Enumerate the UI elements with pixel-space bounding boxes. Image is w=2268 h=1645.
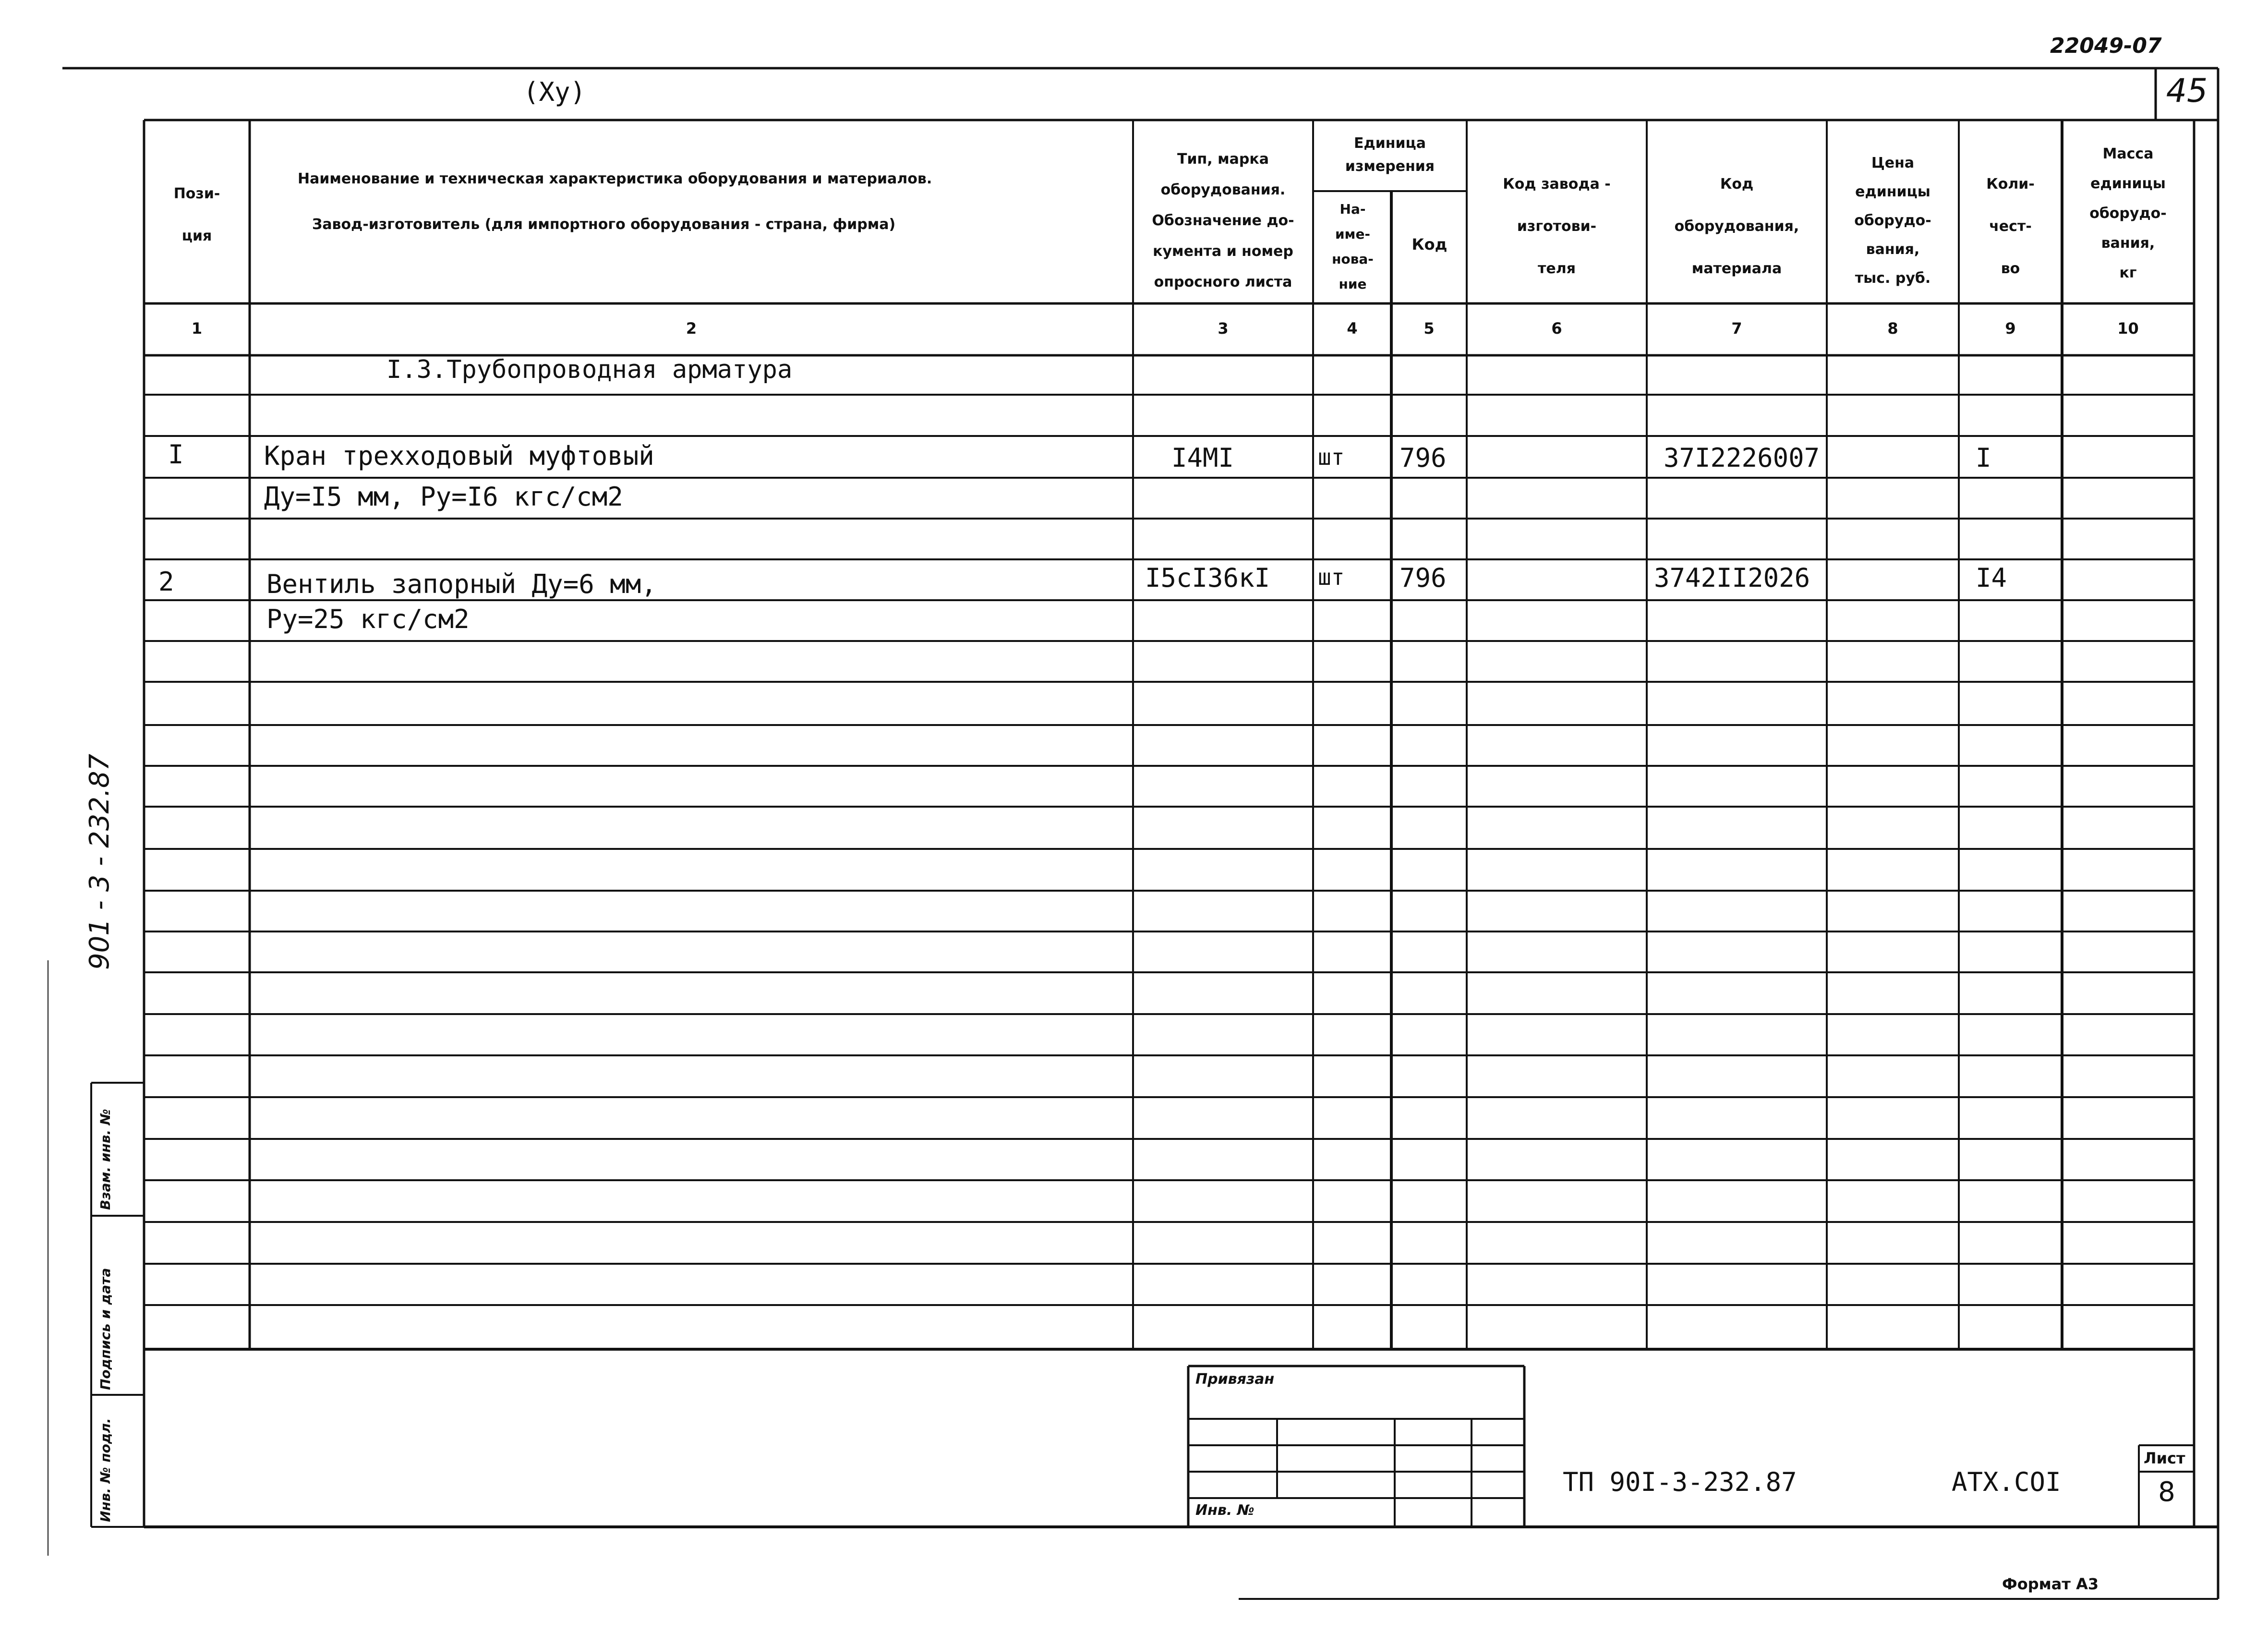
header-col5: Код [1411, 235, 1448, 254]
page-number: 45 [2166, 72, 2208, 110]
header-col4-l4: ние [1339, 276, 1367, 292]
stamp-doc-mark: АТХ.COI [1952, 1467, 2061, 1497]
header-col6-l3: теля [1538, 260, 1576, 277]
side-stamp-podpis: Подпись и дата [97, 1268, 113, 1390]
header-col3-l3: Обозначение до- [1152, 212, 1294, 229]
item1-name-line1: Кран трехходовый муфтовый [264, 441, 654, 471]
header-col10-l1: Масса [2102, 145, 2154, 162]
header-col8-l4: вания, [1866, 241, 1920, 258]
header-col6-l1: Код завода - [1503, 176, 1611, 193]
item1-unit-code: 796 [1399, 443, 1447, 473]
header-col9-l2: чест- [1989, 218, 2032, 235]
item1-unit: шт [1318, 444, 1345, 470]
header-col9-l3: во [2001, 260, 2020, 277]
header-col3-l1: Тип, марка [1177, 151, 1269, 168]
header-col10-l5: кг [2119, 265, 2137, 281]
header-col4 [1315, 197, 1390, 297]
item2-unit: шт [1318, 564, 1345, 590]
header-col6 [1469, 163, 1644, 290]
item1-material-code: 37I2226007 [1664, 443, 1820, 473]
item2-name-line1: Вентиль запорный Ду=6 мм, [266, 569, 657, 599]
stamp-doc-code: ТП 90I-3-232.87 [1563, 1467, 1797, 1497]
header-col2-line1: Наименование и техническая характеристика оборудования и материалов. [298, 170, 932, 187]
header-col3-l5: опросного листа [1154, 274, 1292, 290]
header-col10 [2064, 139, 2192, 288]
header-col7 [1649, 163, 1824, 290]
header-col9-l1: Коли- [1986, 176, 2035, 193]
header-col3-l4: кумента и номер [1153, 243, 1293, 260]
stamp-inv-no: Инв. № [1195, 1502, 1255, 1519]
col-number-6: 6 [1551, 319, 1562, 338]
title-tag: (Ху) [523, 77, 586, 107]
header-col8 [1829, 149, 1956, 293]
header-col1: Пози-ция [173, 185, 220, 244]
col-number-3: 3 [1218, 319, 1229, 338]
header-col10-l3: оборудо- [2089, 205, 2167, 222]
item2-name-line2: Ру=25 кгс/см2 [266, 604, 470, 634]
col-number-2: 2 [686, 319, 697, 338]
header-col4-l1: На- [1339, 201, 1366, 217]
header-col7-l2: оборудования, [1674, 218, 1799, 235]
section-title: I.3.Трубопроводная арматура [386, 355, 793, 384]
header-col4-l3: нова- [1332, 251, 1374, 267]
col-number-4: 4 [1347, 319, 1358, 338]
header-col7-l1: Код [1720, 176, 1754, 193]
side-code: 901 - 3 - 232.87 [84, 753, 115, 970]
item2-type: I5cI36кI [1145, 563, 1270, 593]
item1-name-line2: Ду=I5 мм, Ру=I6 кгс/см2 [264, 482, 623, 512]
item2-material-code: 3742II2026 [1654, 563, 1810, 593]
header-col3 [1138, 144, 1308, 298]
header-col3-l2: оборудования. [1160, 181, 1286, 198]
top-right-code: 22049-07 [2050, 34, 2162, 58]
header-col8-l1: Цена [1871, 155, 1915, 171]
stamp-sheet-number: 8 [2158, 1476, 2175, 1508]
item2-quantity: I4 [1976, 563, 2007, 593]
col-number-5: 5 [1424, 319, 1435, 338]
header-col10-l4: вания, [2101, 235, 2155, 252]
col-number-9: 9 [2005, 319, 2016, 338]
col-number-1: 1 [191, 319, 203, 338]
col-number-10: 10 [2117, 319, 2139, 338]
side-stamp-inv: Инв. № подл. [97, 1418, 113, 1522]
header-unit-group: Единица измерения [1345, 135, 1435, 175]
item1-quantity: I [1976, 443, 1991, 473]
stamp-sheet-label: Лист [2144, 1449, 2185, 1467]
header-col8-l3: оборудо- [1854, 212, 1931, 229]
header-col10-l2: единицы [2090, 175, 2166, 192]
header-col2-line2: Завод-изготовитель (для импортного оборудования - страна, фирма) [312, 216, 896, 233]
stamp-privyazan: Привязан [1195, 1371, 1275, 1388]
col-number-8: 8 [1887, 319, 1898, 338]
header-col6-l2: изготови- [1517, 218, 1597, 235]
col-number-7: 7 [1731, 319, 1742, 338]
item1-type: I4MI [1171, 443, 1234, 473]
header-col7-l3: материала [1691, 260, 1782, 277]
header-col4-l2: име- [1335, 226, 1371, 242]
side-stamp-vzam: Взам. инв. № [97, 1109, 113, 1210]
header-col8-l2: единицы [1855, 183, 1930, 200]
item2-unit-code: 796 [1399, 563, 1447, 593]
format-label: Формат А3 [2002, 1575, 2099, 1593]
header-col9 [1961, 163, 2060, 290]
header-col8-l5: тыс. руб. [1855, 270, 1931, 287]
item2-pos: 2 [158, 567, 174, 597]
item1-pos: I [168, 439, 184, 470]
